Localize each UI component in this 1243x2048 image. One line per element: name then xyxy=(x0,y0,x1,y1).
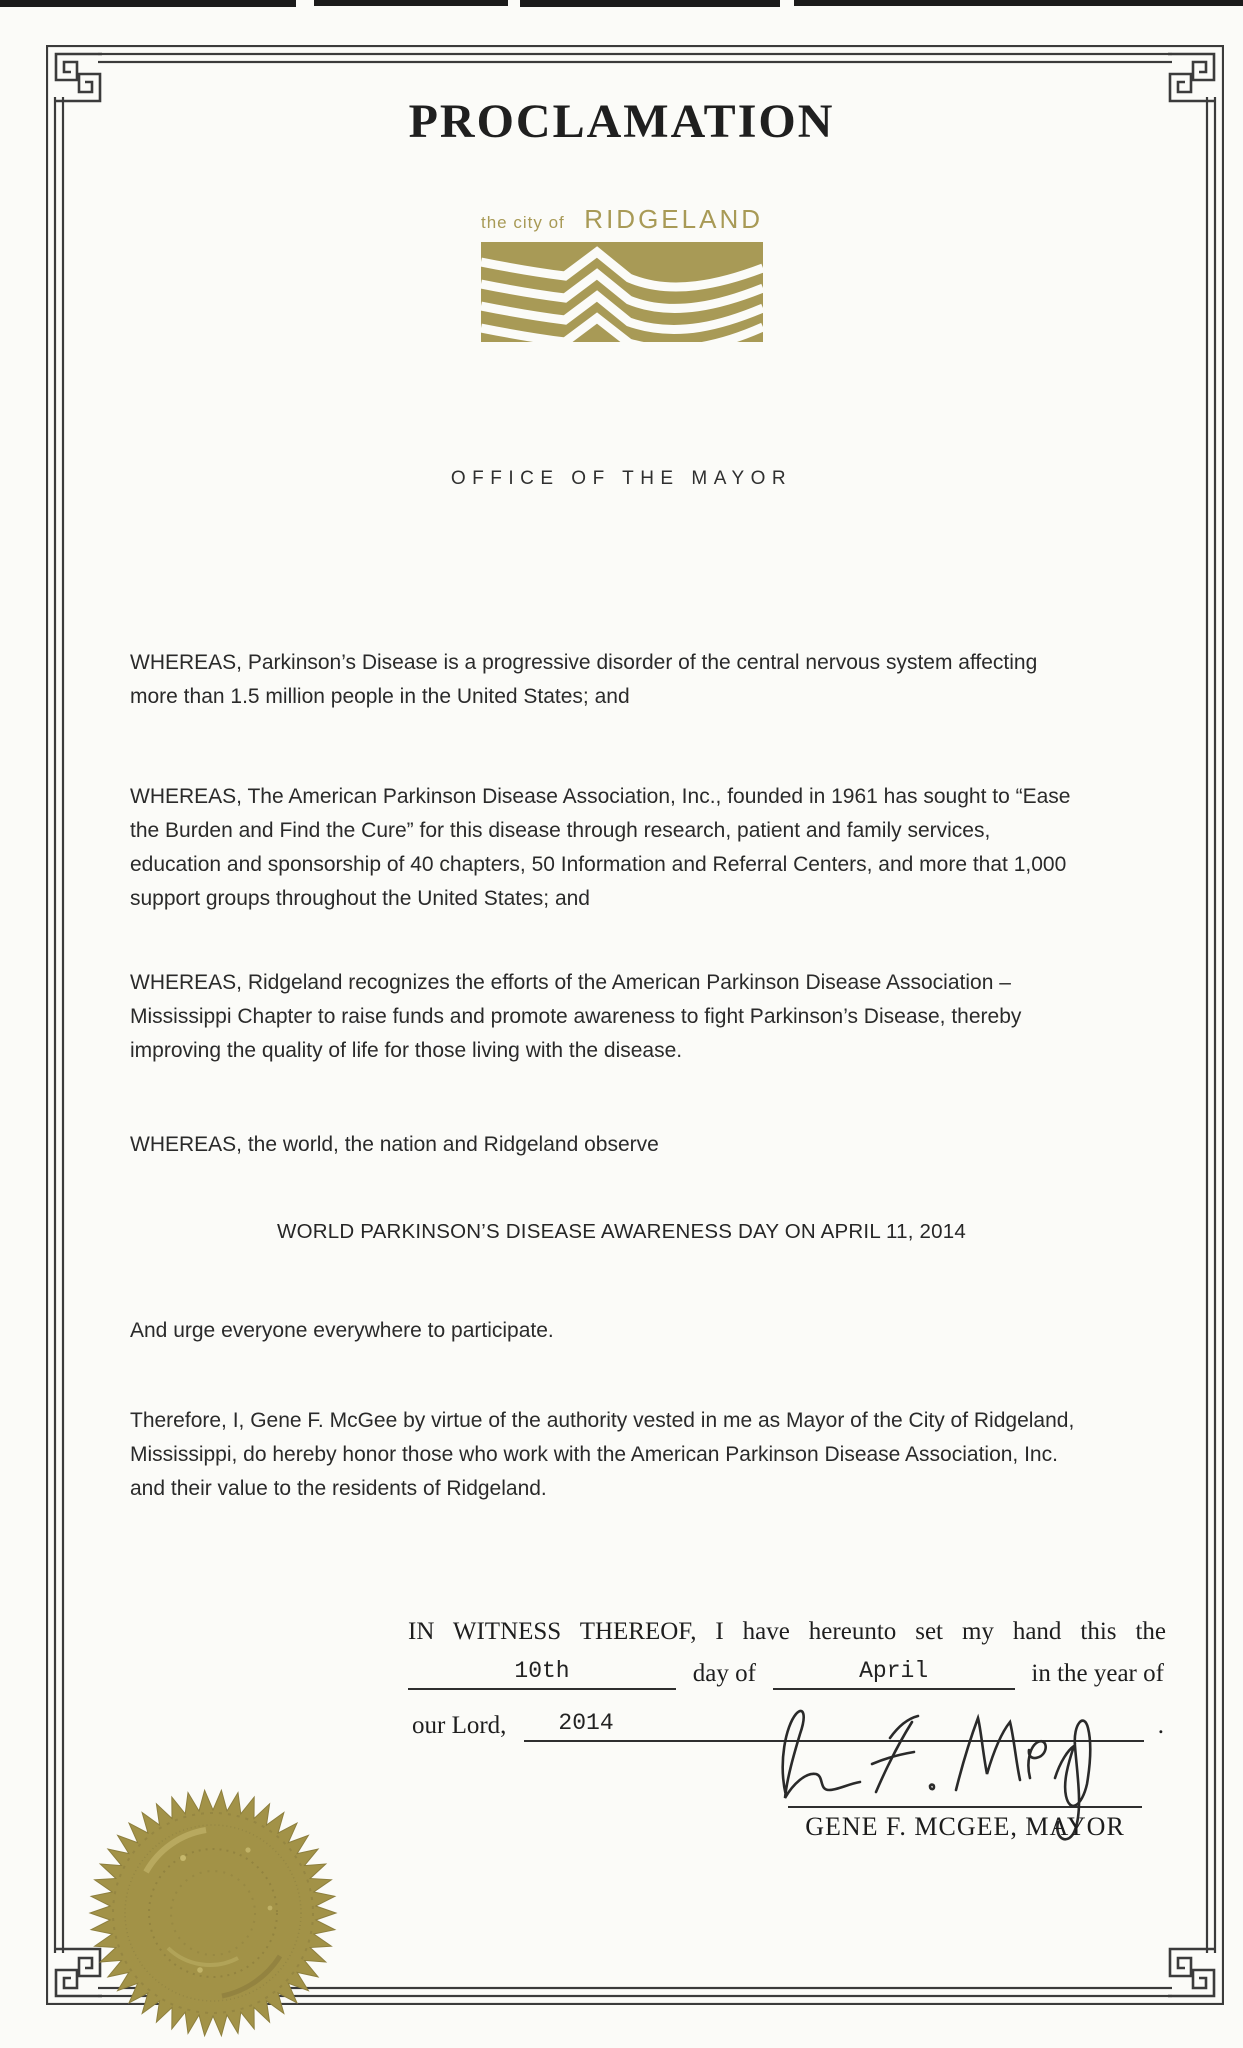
signature-line xyxy=(788,1666,1142,1808)
gold-foil-seal-icon xyxy=(88,1788,338,2038)
whereas-paragraph-1: WHEREAS, Parkinson’s Disease is a progressive disorder of the central nervous system affecting more than 1.5 million people in the United States; and xyxy=(130,651,1038,708)
therefore-paragraph: Therefore, I, Gene F. McGee by virtue of the authority vested in me as Mayor of the City of Ridgeland, Mississippi, do hereby honor those who work with the American Parkinson Disease Association, Inc. and their value to the residents of Ridgeland. xyxy=(130,1409,1075,1500)
ridgeland-waves-icon xyxy=(481,242,763,344)
urge-paragraph: And urge everyone everywhere to participate. xyxy=(130,1319,554,1342)
page-title: PROCLAMATION xyxy=(408,95,835,148)
logo-city-name: RIDGELAND xyxy=(584,204,763,234)
scanner-edge-artifact xyxy=(794,0,1243,6)
logo-prefix-text: the city of xyxy=(481,213,565,232)
whereas-paragraph-4: WHEREAS, the world, the nation and Ridgeland observe xyxy=(130,1133,659,1156)
city-of-ridgeland-logo xyxy=(481,204,763,344)
scanner-edge-artifact xyxy=(314,0,508,6)
scanner-edge-artifact xyxy=(0,0,296,7)
day-value: 10th xyxy=(514,1658,570,1684)
scanner-edge-artifact xyxy=(520,0,780,7)
whereas-paragraph-3: WHEREAS, Ridgeland recognizes the efforts of the American Parkinson Disease Association – Mississippi Chapter to raise funds and promote awareness to fight Parkinson’s Disease, thereby improving the quality of life for those living with the disease. xyxy=(130,971,1022,1062)
month-value: April xyxy=(859,1658,929,1684)
year-value: 2014 xyxy=(558,1710,614,1736)
whereas-paragraph-2: WHEREAS, The American Parkinson Disease Association, Inc., founded in 1961 has sought to “Ease the Burden and Find the Cure” for this disease through research, patient and family services, education and sponsorship of 40 chapters, 50 Information and Referral Centers, and more that 1,000 support groups throughout the United States; and xyxy=(130,785,1071,910)
day-blank xyxy=(408,1656,676,1690)
office-of-the-mayor-line: OFFICE OF THE MAYOR xyxy=(450,468,793,489)
day-of-label: day of xyxy=(692,1660,756,1687)
mayor-name-line: GENE F. MCGEE, MAYOR xyxy=(805,1812,1125,1841)
sentence-period: . xyxy=(1157,1712,1164,1739)
our-lord-label: our Lord, xyxy=(412,1712,507,1739)
awareness-day-line: WORLD PARKINSON’S DISEASE AWARENESS DAY ON APRIL 11, 2014 xyxy=(277,1220,966,1243)
year-intro-label: in the year of xyxy=(1031,1660,1164,1687)
witness-line: IN WITNESS THEREOF, I have hereunto set my hand this the xyxy=(408,1618,1166,1645)
